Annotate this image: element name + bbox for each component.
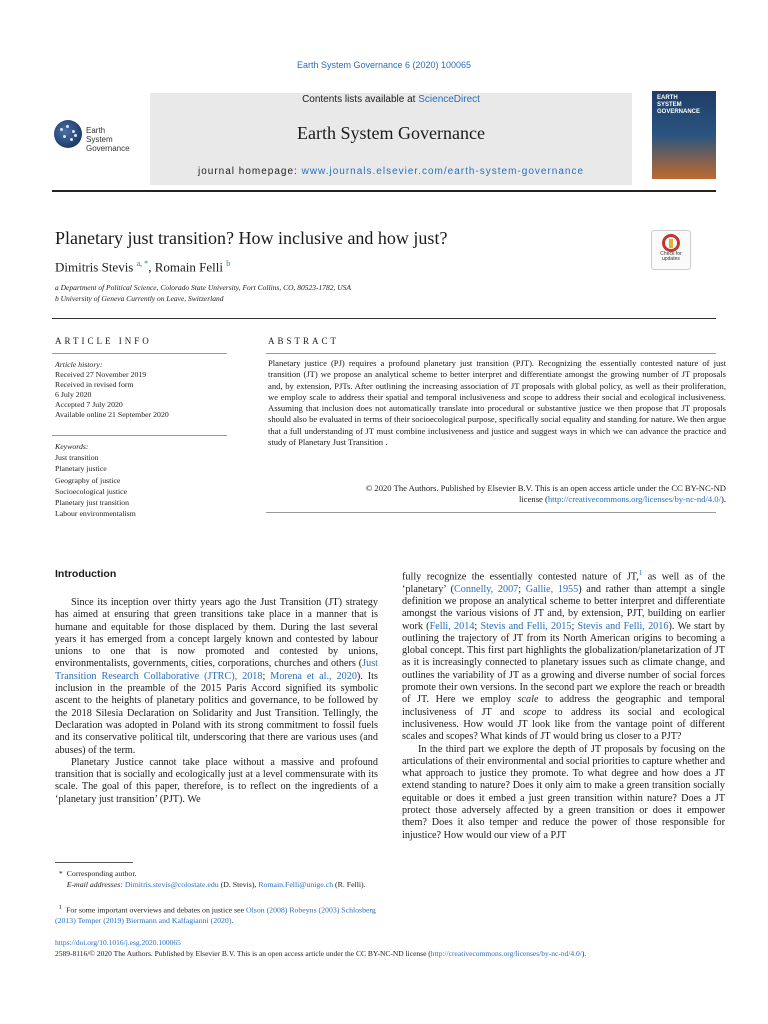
- cover-line: EARTH: [657, 95, 678, 101]
- homepage-prefix: journal homepage:: [197, 166, 302, 177]
- abstract-text: Planetary justice (PJ) requires a profound planetary just transition (PJT). Recognizing the essentially contested nature of just transition (JT) we propose an analytical scheme to better interpret and differentiate amongst the growing number of JT proposals and, by extension, PJTs. After outlining the increasing association of JT proposals with global policy, as well as their proliferation, we employ scale to address their spatial and temporal inclusiveness and scope to address their social and ecological inclusiveness. Assuming that inclusion does not automatically translate into procedural or substantive justice we then propose that JT proposals should also be evaluated in terms of their socioecological purpose, specifically social equality and standing for nature. We then argue that a full understanding of JT must combine inclusiveness and justice and suggest ways in which we can advance the practice and study of Planetary Just Transition .: [268, 358, 726, 448]
- affiliation: b University of Geneva Currently on Leave, Switzerland: [55, 294, 224, 303]
- footnote-marker[interactable]: 1: [638, 569, 643, 577]
- logo-line: System: [86, 135, 113, 144]
- reference-link[interactable]: Just Transition Research Collaborative (JTRC), 2018: [55, 658, 378, 682]
- license-link[interactable]: http://creativecommons.org/licenses/by-nc-nd/4.0/: [547, 494, 721, 505]
- license-link[interactable]: http://creativecommons.org/licenses/by-nc-nd/4.0/: [430, 949, 582, 958]
- keywords: [55, 441, 227, 519]
- author-separator: ,: [148, 259, 155, 275]
- email-label: E-mail addresses:: [66, 880, 123, 889]
- keyword: Just transition: [55, 453, 99, 463]
- check-updates-line: Check for: [660, 251, 682, 257]
- divider: [266, 512, 716, 513]
- copyright-text: © 2020 The Authors. Published by Elsevier B.V. This is an open access article under the CC BY-NC-ND: [365, 483, 726, 493]
- text-run: ) and rather than attempt a single definition we propose an analytical scheme to better interpret and differentiate amongst the various visions of JT and, by extension, PJT, building on earlier work (: [402, 583, 725, 632]
- footnote-corresponding: [55, 869, 378, 879]
- issn-text: 2589-8116/© 2020 The Authors. Published by Elsevier B.V. This is an open access article under the CC BY-NC-ND license (: [55, 949, 431, 958]
- keyword: Labour environmentalism: [55, 509, 136, 519]
- author-affiliation-marker[interactable]: b: [226, 259, 231, 268]
- issn-text: ).: [581, 949, 587, 958]
- globe-icon: [54, 120, 82, 148]
- abstract-copyright: [268, 483, 726, 506]
- cover-line: GOVERNANCE: [657, 109, 701, 115]
- article-history: [55, 360, 227, 420]
- issn-line: [55, 949, 735, 958]
- reference-link[interactable]: Connelly, 2007: [453, 583, 519, 595]
- author-name[interactable]: Dimitris Stevis: [55, 259, 134, 275]
- license-prefix: license (: [519, 494, 548, 505]
- text-run: to address the geographic and temporal inclusiveness of JT and: [402, 694, 725, 718]
- reference-link[interactable]: Olson (2008) Robeyns (2003) Schlosberg (2013) Temper (2019) Biermann and Kalfagianni (2020): [55, 905, 376, 925]
- paper-title: Planetary just transition? How inclusive and how just?: [55, 228, 448, 248]
- affiliation: a Department of Political Science, Colorado State University, Fort Collins, CO, 80523-1782, USA: [55, 283, 352, 292]
- footnote-text: For some important overviews and debates on justice see: [66, 905, 246, 915]
- section-rule: [52, 318, 716, 319]
- divider: [266, 353, 716, 354]
- sciencedirect-link[interactable]: ScienceDirect: [418, 94, 480, 105]
- paragraph: Planetary Justice cannot take place without a massive and profound transition that is socially and ecologically just at a level commensurate with its scale. The goal of this paper, therefore, is to reflect on the ingredients of a ‘planetary just transition’ (PJT). We: [55, 756, 378, 805]
- text-run: ;: [571, 620, 578, 632]
- body-column-left: [55, 597, 378, 806]
- footnote-rule: [55, 862, 133, 863]
- footnote-text: .: [231, 915, 234, 925]
- paragraph: In the third part we explore the depth of JT proposals by focusing on the articulations of their environmental and social priorities to capture whether and what approach to justice they promote. To what degree and how does a JT extend standing to nature? Does it only aim to make a green transition socially equitable or does it embed a just green transition within nature? Does a JT protect those adversely affected by a green transition or does it empower them? Does it also temper and reduce the power of those responsible for injustice? How would our view of a PJT: [402, 743, 725, 841]
- check-updates-icon: [662, 234, 680, 252]
- divider: [52, 435, 227, 436]
- logo-line: Earth: [86, 126, 106, 135]
- journal-cover[interactable]: [652, 91, 716, 179]
- contents-prefix: Contents lists available at: [302, 94, 419, 105]
- footnote-emails: [55, 880, 378, 890]
- cover-title: [657, 95, 700, 116]
- author-list: [55, 259, 230, 275]
- paragraph: [55, 597, 378, 757]
- paragraph: [402, 567, 725, 744]
- article-info-heading: ARTICLE INFO: [55, 336, 152, 346]
- reference-link[interactable]: Morena et al., 2020: [270, 670, 357, 682]
- history-item: Accepted 7 July 2020: [55, 400, 123, 409]
- text-run: to address its social and ecological inclusiveness. How would JT look like from the vantage point of different scales and scopes? What kinds of JT would bring us closer to a PJT?: [402, 706, 725, 743]
- emphasis: scale: [517, 694, 539, 706]
- header-rule: [52, 190, 716, 192]
- doi-link[interactable]: https://doi.org/10.1016/j.esg.2020.100065: [55, 938, 181, 947]
- check-updates-line: updates: [662, 256, 680, 262]
- divider: [52, 353, 227, 354]
- homepage-line: [150, 166, 632, 177]
- reference-link[interactable]: Stevis and Felli, 2016: [577, 620, 669, 632]
- reference-link[interactable]: Felli, 2014: [429, 620, 475, 632]
- reference-link[interactable]: Stevis and Felli, 2015: [480, 620, 572, 632]
- journal-banner: [150, 93, 632, 185]
- footnote-mark: *: [58, 869, 63, 878]
- history-item: Received 27 November 2019: [55, 370, 147, 379]
- logo-line: Governance: [86, 144, 130, 153]
- author-affiliation-marker[interactable]: a, *: [136, 259, 149, 268]
- keywords-label: Keywords:: [55, 442, 89, 451]
- check-updates-label: [652, 252, 690, 262]
- body-column-right: [402, 567, 725, 842]
- text-run: as well as of the ‘planetary’ (: [402, 571, 725, 595]
- footnote-text: (R. Felli).: [333, 880, 366, 889]
- text-run: ). Its inclusion in the preamble of the 2015 Paris Accord signified its symbolic ascent to the heights of planetary politics and governance, to be followed by the 2018 Silesia Declaration on Solidarity and Just Transition. Tellingly, the Declaration was adopted in Poland with its strong commitment to fossil fuels and its conservative political tilt, underscoring that there are various uses (and abuses) of the term.: [55, 670, 378, 756]
- email-link[interactable]: Romain.Felli@unige.ch: [258, 880, 334, 889]
- homepage-link[interactable]: www.journals.elsevier.com/earth-system-governance: [301, 166, 585, 177]
- logo-text: [86, 126, 130, 153]
- text-run: ;: [474, 620, 481, 632]
- footnote-1: [55, 903, 378, 926]
- abstract-heading: ABSTRACT: [268, 336, 340, 346]
- history-item: 6 July 2020: [55, 390, 92, 399]
- keyword: Planetary just transition: [55, 498, 130, 508]
- author-name[interactable]: Romain Felli: [154, 259, 223, 275]
- cover-line: SYSTEM: [657, 102, 682, 108]
- footnote-mark: 1: [58, 904, 63, 911]
- email-link[interactable]: Dimitris.stevis@colostate.edu: [124, 880, 219, 889]
- text-run: Since its inception over thirty years ago the Just Transition (JT) strategy has aimed at ensuring that green transitions take place in a manner that is humane and equitable for those displaced by them. During the last several years it has emerged from a concept largely known and contested by labour unions to one that is now promoted and contested by unions, environmentalists, governments, cities, corporations, churches and others (: [55, 597, 378, 670]
- reference-link[interactable]: Gallie, 1955: [525, 583, 579, 595]
- journal-citation[interactable]: Earth System Governance 6 (2020) 100065: [296, 60, 472, 70]
- journal-title: Earth System Governance: [297, 123, 485, 143]
- check-for-updates-button[interactable]: [651, 230, 691, 270]
- section-heading: Introduction: [55, 568, 117, 580]
- keyword: Geography of justice: [55, 475, 121, 485]
- license-suffix: ).: [720, 494, 726, 505]
- license-line: [268, 494, 726, 505]
- contents-line: [150, 94, 632, 105]
- keyword: Socioecological justice: [55, 486, 128, 496]
- keyword: Planetary justice: [55, 464, 107, 474]
- emphasis: scope: [523, 706, 547, 718]
- text-run: fully recognize the essentially contested nature of JT,: [402, 571, 639, 583]
- text-run: ;: [518, 583, 526, 595]
- history-item: Available online 21 September 2020: [55, 410, 169, 419]
- footnote-text: (D. Stevis),: [218, 880, 259, 889]
- publisher-logo: [52, 118, 152, 160]
- text-run: ;: [262, 670, 271, 682]
- footnote-text: Corresponding author.: [66, 869, 137, 878]
- history-label: Article history:: [55, 360, 103, 369]
- text-run: ). We start by outlining the trajectory of JT from its North American origins to becoming a global concept. This first part highlights the globalization/planetarization of JT as it is increasingly connected to planetary issues such as climate change, and outlines the variability of JT as a growing and diverse number of social forces promote their own versions. In the second part we explore the reach or breadth of JT. Here we employ: [402, 620, 725, 706]
- history-item: Received in revised form: [55, 380, 134, 389]
